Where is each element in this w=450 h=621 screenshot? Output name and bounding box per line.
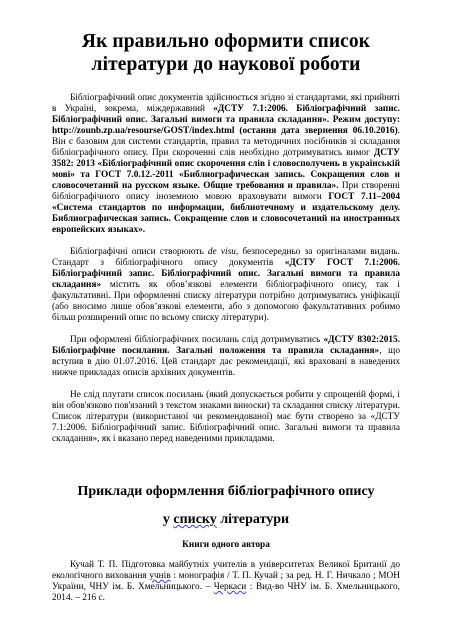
section-heading-line-2	[52, 511, 400, 528]
page-title	[52, 30, 400, 76]
standard-reference-dstu-7-1: «ДСТУ 7.1:2006. Бібліографічний запис. Бібліографічний опис. Загальні вимоги та правила складання». Режим доступу: http://zounb.zp.ua/resourse/GOST/index.html (остання дата звернення 06.10.2016)	[52, 104, 401, 136]
paragraph-text: Бібліографічні описи створюють	[70, 247, 208, 257]
example-text: : монографія / Т. П. Кучай ; за ред. Н. Г. Ничкало ; МОН України, ЧНУ ім. Б. Хмельницького. –	[52, 571, 400, 592]
standard-reference-dstu-3582: ДСТУ 3582: 2013 «Бібліографічний опис скорочення слів і словосполучень в українській мові» та ГОСТ 7.0.12.-2011 «Библиографическая запись. Сокращения слов и словосочетаний на русском языке. Общие требования и правила».	[52, 148, 400, 191]
spellcheck-underlined-word: учнів	[149, 571, 171, 581]
paragraph-de-visu	[52, 247, 400, 324]
paragraph-text: При оформлені бібліографічних посилань слід дотримуватись	[70, 335, 324, 345]
paragraph-text: містить як обов’язкові елементи бібліографічного опису, так і факультативні. При оформленні списку літератури потрібно дотримуватись уніфікації (або вносимо лише обов’язкові елементи, або з допомогою факультативних робимо більш розширений опис по всьому списку літератури).	[52, 280, 400, 323]
example-text: Кучай Т. П. Підготовка майбутніх учителів в університетах Великої Британії до екологічного виховання	[52, 560, 400, 581]
standard-reference-dstu-gost: «ДСТУ ГОСТ 7.1:2006. Бібліографічний запис. Бібліографічний опис. Загальні вимоги та правила складання»	[52, 258, 400, 290]
paragraph-list-note	[52, 390, 400, 445]
paragraph-standards	[52, 93, 400, 236]
standard-reference-dstu-8302: «ДСТУ 8302:2015. Бібліографічне посилання. Загальні положення та правила складання»	[52, 335, 400, 356]
title-line-1: Як правильно оформити список	[81, 31, 371, 52]
paragraph-text: . Він є базовим для системи стандартів, правил та методичних посібників зі складання бібліографічного опису. При скороченні слів необхідно дотримуватись вимог	[52, 126, 400, 158]
paragraph-text: Бібліографічний опис документів здійснюється згідно зі стандартами, які прийняті в Україні, зокрема, міждержавний	[52, 93, 400, 114]
paragraph-references	[52, 335, 400, 379]
title-line-2: літератури до наукової роботи	[91, 54, 361, 75]
latin-term: de visu	[207, 247, 236, 257]
paragraph-text: , безпосередньо за оригіналами видань. Стандарт з бібліографічного опису документів	[52, 247, 400, 268]
example-text: : Вид-во ЧНУ ім. Б. Хмельницького, 2014. – 216 с.	[52, 582, 400, 603]
subheading-single-author: Книги одного автора	[182, 540, 270, 550]
section-heading	[52, 483, 400, 528]
heading-text: у	[162, 512, 174, 527]
spellcheck-underlined-word: Черкаси	[213, 582, 247, 592]
paragraph-text: Не слід плутати список посилань (який допускається робити у спрощеній формі, і він обов'язково пов'язаний з текстом знаками виноски) та складання списку літератури. Список літератури (використаної чи рекомендованої) має бути створено за «ДСТУ 7.1:2006. Бібліографічний запис. Бібліографічний опис. Загальні вимоги та правила складання», як і вказано перед наведеними прикладами.	[52, 390, 400, 444]
section-heading-line-1: Приклади оформлення бібліографічного опису	[77, 484, 375, 499]
bibliography-example	[52, 560, 400, 604]
paragraph-text: При створенні бібліографічного опису іноземною мовою враховувати вимоги	[52, 181, 400, 202]
spellcheck-underlined-word: списку	[173, 512, 217, 527]
heading-text: літератури	[216, 512, 290, 527]
paragraph-text: , що вступив в дію 01.07.2016. Цей стандарт дає рекомендації, які враховані в наведених нижче прикладах описів архівних документів.	[52, 346, 400, 378]
standard-reference-gost-7-11: ГОСТ 7.11–2004 «Система стандартов по информации, библиотечному и издательскому делу. Библиографическая запись. Сокращение слов и словосочетаний на иностранных европейских языках».	[52, 192, 400, 235]
